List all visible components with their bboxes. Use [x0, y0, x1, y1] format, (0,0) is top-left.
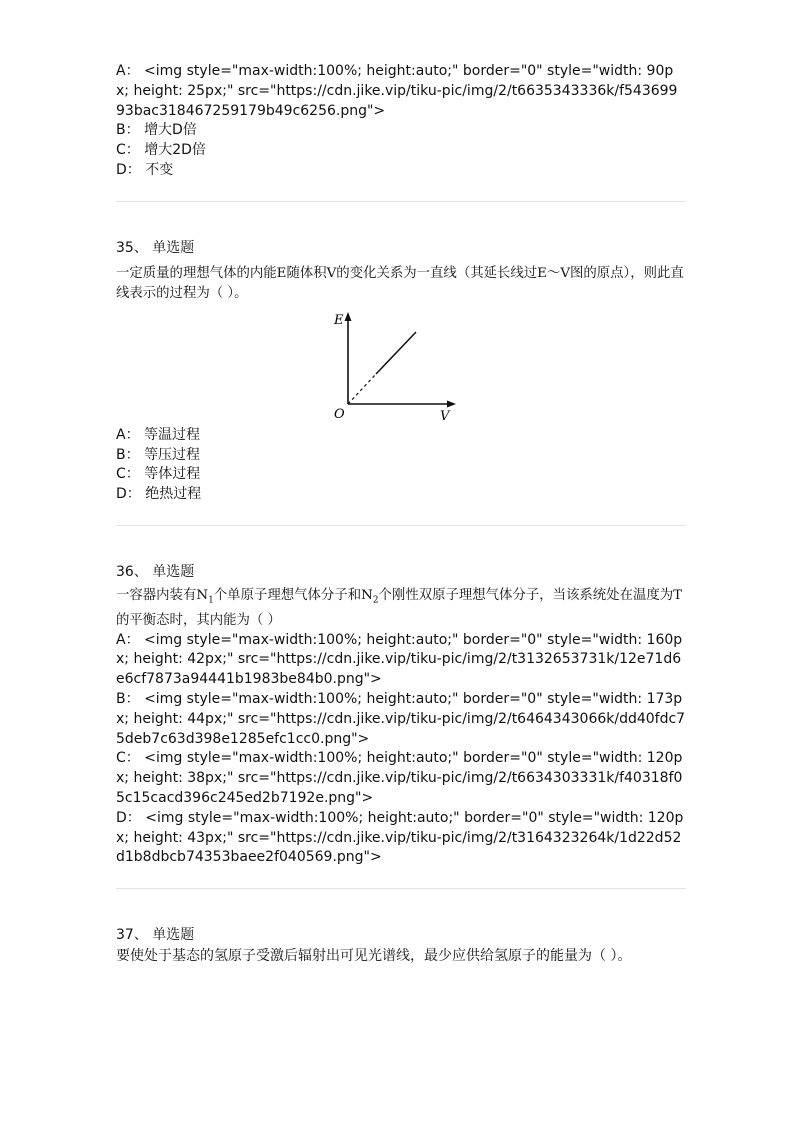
question-stem: 一容器内装有$N_1$个单原子理想气体分子和$N_2$个刚性双原子理想气体分子，当该系统处在温度为T的平衡态时，其内能为（ ）: [116, 587, 683, 628]
option-c[interactable]: C： 增大2D倍: [116, 142, 206, 159]
option-b[interactable]: B： 增大D倍: [116, 122, 197, 139]
y-axis-arrow: [345, 312, 352, 321]
option-b[interactable]: B： <img style="max-width:100%; height:auto;" border="0" style="width: 173px; height: 44px;" src="https://cdn.jike.vip/tiku-pic/img/2/t6464343066k/dd40fdc75deb7c63d398e1285efc1cc0.png">: [116, 691, 686, 747]
question-header: 35、 单选题: [116, 239, 195, 256]
question-37: [116, 925, 686, 967]
x-axis-arrow: [447, 400, 456, 407]
option-c[interactable]: C： 等体过程: [116, 466, 201, 483]
option-c[interactable]: C： <img style="max-width:100%; height:auto;" border="0" style="width: 120px; height: 38px;" src="https://cdn.jike.vip/tiku-pic/img/2/t6634303331k/f40318f05c15cacd396c245ed2b7192e.png">: [116, 750, 683, 807]
question-header: 36、 单选题: [116, 563, 195, 580]
extension-line: [348, 374, 376, 404]
option-b[interactable]: B： 等压过程: [116, 446, 201, 463]
question-header: 37、 单选题: [116, 927, 195, 944]
option-d[interactable]: D： <img style="max-width:100%; height:auto;" border="0" style="width: 120px; height: 43px;" src="https://cdn.jike.vip/tiku-pic/img/2/t3164323264k/1d22d52d1b8dbcb74353baee2f040569.png">: [116, 809, 684, 866]
question-divider: [116, 201, 686, 202]
option-d[interactable]: D： 不变: [116, 161, 174, 178]
option-a[interactable]: A： <img style="max-width:100%; height:auto;" border="0" style="width: 90px; height: 25px;" src="https://cdn.jike.vip/tiku-pic/img/2/t6635343336k/f54369993bac318467259179b49c6256.png">: [116, 63, 678, 119]
question-36: [116, 562, 686, 868]
question-stem: 一定质量的理想气体的内能E随体积V的变化关系为一直线（其延长线过E～V图的原点），则此直线表示的过程为（ ）。: [116, 265, 684, 301]
y-axis-label: E: [334, 312, 344, 328]
origin-label: O: [334, 406, 345, 422]
question-page: [116, 62, 686, 967]
e-v-graph: [116, 308, 686, 422]
option-a[interactable]: A： <img style="max-width:100%; height:auto;" border="0" style="width: 160px; height: 42px;" src="https://cdn.jike.vip/tiku-pic/img/2/t3132653731k/12e71d6e6cf7873a94441b1983be84b0.png">: [116, 631, 683, 688]
question-35: [116, 238, 686, 505]
option-a[interactable]: A： 等温过程: [116, 426, 201, 443]
question-stem: 要使处于基态的氢原子受激后辐射出可见光谱线，最少应供给氢原子的能量为（ ）。: [116, 948, 632, 965]
question-divider: [116, 888, 686, 889]
question-divider: [116, 525, 686, 526]
question-34-options: [116, 62, 686, 181]
process-line: [376, 332, 416, 374]
x-axis-label: V: [440, 408, 450, 422]
e-v-graph-svg: [328, 308, 458, 422]
option-d[interactable]: D： 绝热过程: [116, 486, 202, 503]
